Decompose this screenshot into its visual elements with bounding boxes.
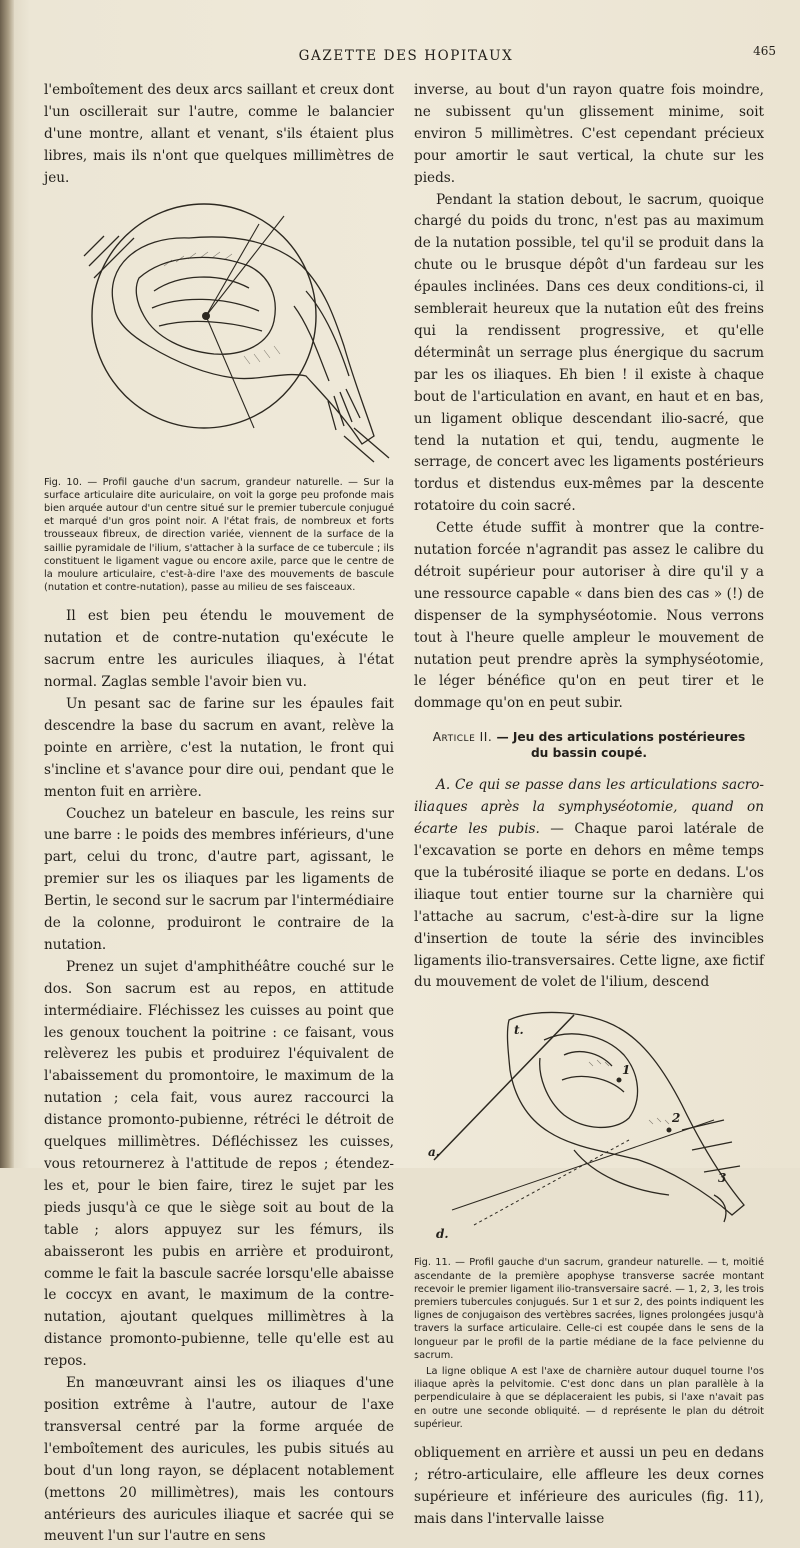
label-a: a. [428, 1145, 440, 1160]
label-t: t. [514, 1023, 524, 1038]
section-title-line-2: du bassin coupé. [530, 746, 648, 761]
section-title-line-1: — Jeu des articulations postérieures [496, 730, 746, 745]
paragraph: inverse, au bout d'un rayon quatre fois moindre, ne subissent qu'un glissement minime, soit environ 5 millimètres. C'est cependant précieux pour amortir le saut vertical, la chute sur les pieds. [414, 82, 764, 186]
label-3: 3 [718, 1171, 727, 1186]
section-heading [414, 729, 764, 761]
page-number: 465 [753, 44, 776, 58]
figure-11-caption [414, 1256, 764, 1431]
right-column [414, 80, 764, 1531]
paragraph-text: — Chaque paroi latérale de l'excavation se porte en dehors en même temps que la tubérosité iliaque se porte en dedans. L'os iliaque tout entier tourne sur la charnière qui l'attache au sacrum, c'est-à-dire sur la ligne d'insertion de toute la série des invincibles ligaments ilio-transversaires. Cette ligne, axe fictif du mouvement de volet de l'ilium, descend [414, 821, 764, 991]
label-d: d. [436, 1227, 449, 1242]
figure-11 [414, 1000, 764, 1248]
left-column [44, 80, 394, 1548]
paragraph: Il est bien peu étendu le mouvement de nutation et de contre-nutation qu'exécute le sacrum entre les auricules iliaques, à l'état normal. Zaglas semble l'avoir bien vu. [44, 608, 394, 691]
paragraph: En manœuvrant ainsi les os iliaques d'une position extrême à l'autre, autour de l'axe transversal centré par la forme arquée de l'emboîtement des auricules, les pubis situés au bout d'un long rayon, se déplacent notablement (mettons 20 millimètres), mais les contours antérieurs des auricules iliaque et sacrée qui se meuvent l'un sur l'autre en sens [44, 1375, 394, 1545]
caption-text: Fig. 11. — Profil gauche d'un sacrum, grandeur naturelle. — t, moitié ascendante de la première apophyse transverse sacrée montant recevoir le premier ligament ilio-transversaire sacré. — 1, 2, 3, les trois premiers tubercules conjugués. Sur 1 et sur 2, des points indiquent les lignes de conjugaison des vertèbres sacrées, lignes prolongées jusqu'à travers la surface articulaire. Celle-ci est coupée dans le sens de la longueur par le profil de la partie médiane de la face pelvienne du sacrum. [414, 1257, 764, 1361]
paragraph: Pendant la station debout, le sacrum, quoique chargé du poids du tronc, n'est pas au maximum de la nutation possible, tel qu'il se produit dans la chute ou le brusque dépôt d'un fardeau sur les épaules inclinées. Dans ces deux conditions-ci, il semblerait heureux que la nutation eût des freins qui la rendissent progressive, et qu'elle déterminât un serrage plus énergique du sacrum par les os iliaques. Eh bien ! il existe à chaque bout de l'articulation en avant, en haut et en bas, un ligament oblique descendant ilio-sacré, que tend la nutation et qui, tendu, augmente le serrage, de concert avec les ligaments postérieurs tordus et distendus eux-mêmes par la descente rotatoire du coin sacré. [414, 191, 764, 515]
figure-10-caption [44, 476, 394, 595]
figure-10 [44, 196, 394, 468]
binding-gutter [0, 0, 14, 1168]
paragraph: Couchez un bateleur en bascule, les reins sur une barre : le poids des membres inférieurs, d'une part, celui du tronc, d'autre part, agissant, le premier sur les os iliaques par les ligaments de Bertin, le second sur le sacrum par l'intermédiaire de la colonne, produiront le contraire de la nutation. [44, 805, 394, 953]
article-number: Article II. [432, 730, 493, 745]
caption-text: Fig. 10. — Profil gauche d'un sacrum, grandeur naturelle. — Sur la surface articulaire dite auriculaire, on voit la gorge peu profonde mais bien arquée autour d'un centre situé sur le premier tubercule conjugué et marqué d'un gros point noir. A l'état frais, de nombreux et forts trousseaux fibreux, de direction variée, viennent de la surface de la saillie pyramidale de l'ilium, s'attacher à la surface de ce tubercule ; ils constituent le ligament vague ou encore axile, parce que le centre de la moulure articulaire, c'est-à-dire l'axe des mouvements de bascule (nutation et contre-nutation), passe au milieu de ses faisceaux. [44, 476, 394, 594]
label-2: 2 [672, 1111, 681, 1126]
lead-in-italic: A. Ce qui se passe dans les articulations sacro-iliaques après la symphyséotomie, quand on écarte les pubis. [414, 777, 764, 838]
page-header [36, 44, 776, 66]
journal-title: GAZETTE DES HOPITAUX [298, 48, 514, 64]
label-1: 1 [622, 1063, 631, 1078]
sacrum-hinge-illustration [414, 1000, 764, 1248]
paragraph: Un pesant sac de farine sur les épaules fait descendre la base du sacrum en avant, relève la pointe en arrière, c'est la nutation, le front qui s'incline et s'avance pour dire oui, pendant que le menton fuit en arrière. [44, 695, 394, 800]
paragraph: Prenez un sujet d'amphithéâtre couché sur le dos. Son sacrum est au repos, en attitude intermédiaire. Fléchissez les cuisses au point que les genoux touchent la poitrine : ce faisant, vous relèverez les pubis et produirez l'équivalent de l'abaissement du promontoire, le maximum de la nutation ; cela fait, vous aurez raccourci la distance promonto-pubienne, rétréci le détroit de quelques millimètres. Défléchissez les cuisses, vous retournerez à l'attitude de repos ; étendez-les et, pour le bien faire, tirez le sujet par les pieds jusqu'à ce que le siège soit au bout de la table ; alors appuyez sur les fémurs, ils abaisseront les pubis en arrière et produiront, comme le fait la bascule sacrée lorsqu'elle abaisse le coccyx en avant, le maximum de la contre-nutation, ajoutant quelques millimètres à la distance promonto-pubienne, telle qu'elle est au repos. [44, 958, 394, 1370]
paragraph: l'emboîtement des deux arcs saillant et creux dont l'un oscillerait sur l'autre, comme le balancier d'une montre, allant et venant, s'ils étaient plus libres, mais ils n'ont que quelques millimètres de jeu. [44, 82, 394, 186]
paragraph: obliquement en arrière et aussi un peu en dedans ; rétro-articulaire, elle affleure les deux cornes supérieure et inférieure des auricules (fig. 11), mais dans l'intervalle laisse [414, 1444, 764, 1527]
sacrum-profile-illustration [44, 196, 394, 468]
paragraph [414, 775, 764, 994]
paragraph: Cette étude suffit à montrer que la contre-nutation forcée n'agrandit pas assez le calibre du détroit supérieur pour autoriser à dire qu'il y a une ressource capable « dans bien des cas » (!) de dispenser de la symphyséotomie. Nous verrons tout à l'heure quelle ampleur le mouvement de nutation peut prendre après la symphyséotomie, le léger bénéfice qu'on en peut tirer et le dommage qu'on en peut subir. [414, 520, 764, 712]
caption-text: La ligne oblique A est l'axe de charnière autour duquel tourne l'os iliaque après la pelvitomie. C'est donc dans un plan parallèle à la perpendiculaire à que se déplaceraient les pubis, si l'axe n'avait pas en outre une seconde obliquité. — d représente le plan du détroit supérieur. [414, 1365, 764, 1430]
